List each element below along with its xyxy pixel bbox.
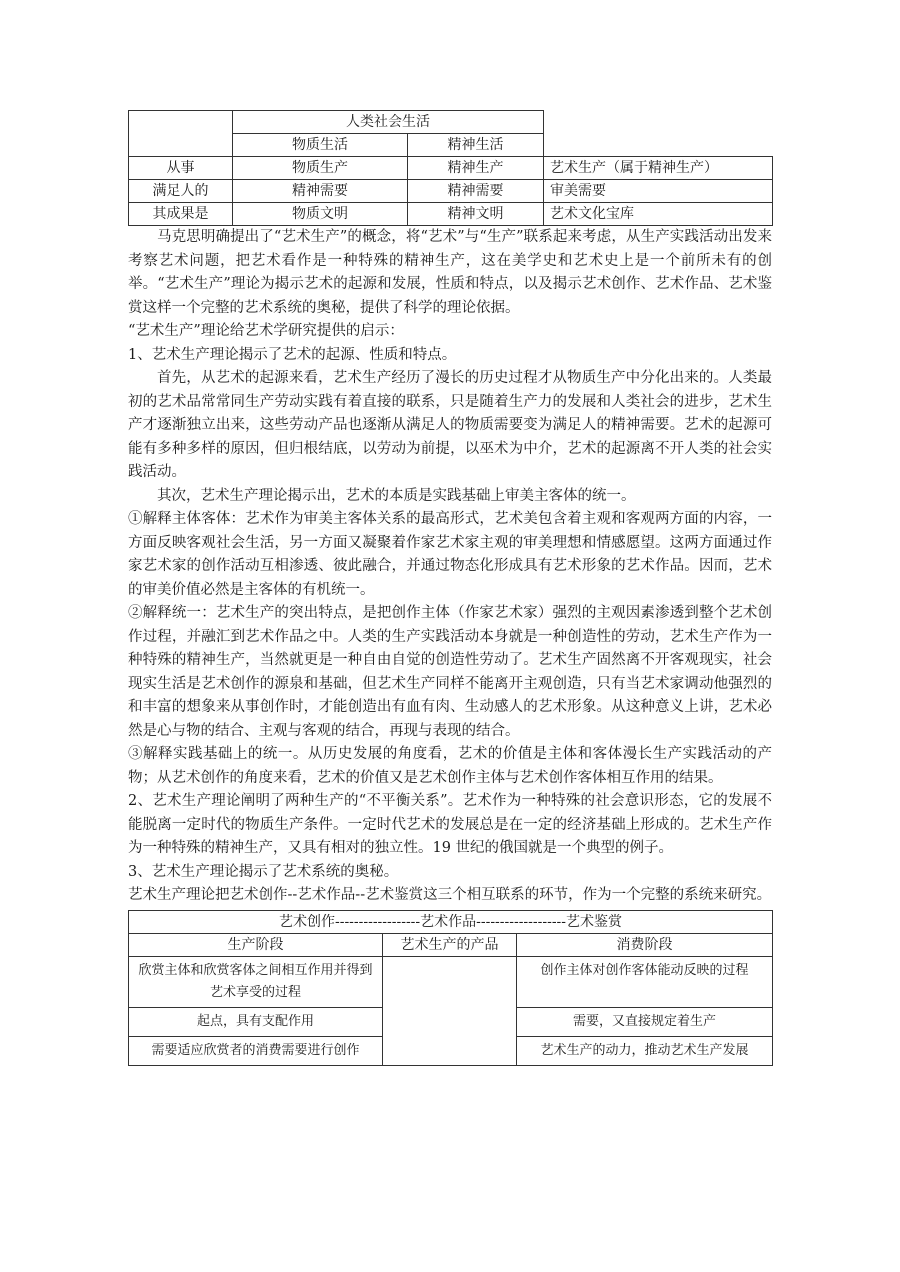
table-cell: 审美需要: [544, 180, 773, 203]
social-life-table: [128, 110, 773, 226]
table-cell: 精神生产: [408, 157, 544, 180]
table-row: [129, 933, 773, 956]
paragraph: 其次，艺术生产理论揭示出，艺术的本质是实践基础上审美主客体的统一。: [157, 487, 636, 504]
table-row: [129, 134, 773, 157]
table-row: [129, 203, 773, 226]
table-header-material: 物质生活: [233, 134, 408, 157]
table-cell: 精神需要: [408, 180, 544, 203]
table-header-main: 人类社会生活: [233, 111, 544, 134]
table-cell: 需要适应欣赏者的消费需要进行创作: [129, 1036, 383, 1065]
paragraph: 马克思明确提出了“艺术生产”的概念，将“艺术”与“生产”联系起来考虑，从生产实践活动出发来考察艺术问题，把艺术看作是一种特殊的精神生产，这在美学史和艺术史上是一个前所未有的创举。“艺术生产”理论为揭示艺术的起源和发展，性质和特点，以及揭示艺术创作、艺术作品、艺术鉴赏这样一个完整的艺术系统的奥秘，提供了科学的理论依据。: [128, 229, 772, 316]
paragraph: 艺术生产理论把艺术创作--艺术作品--艺术鉴赏这三个相互联系的环节，作为一个完整的系统来研究。: [128, 887, 772, 903]
section-heading: 2、艺术生产理论阐明了两种生产的“不平衡关系”。艺术作为一种特殊的社会意识形态，它的发展不能脱离一定时代的物质生产条件。一定时代艺术的发展总是在一定的经济基础上形成的。艺术生产作为一种特殊的精神生产，又具有相对的独立性。19 世纪的俄国就是一个典型的例子。: [128, 793, 772, 856]
table-row: [129, 111, 773, 134]
document-page: [128, 110, 772, 1066]
table-row: [129, 180, 773, 203]
table-cell: 创作主体对创作客体能动反映的过程: [517, 956, 773, 1007]
table-cell: 物质文明: [233, 203, 408, 226]
section-heading: 3、艺术生产理论揭示了艺术系统的奥秘。: [128, 863, 399, 880]
body-text: [128, 226, 772, 908]
art-system-band: 艺术创作------------------艺术作品-------------------艺术鉴赏: [129, 910, 773, 933]
table-cell: 精神文明: [408, 203, 544, 226]
table-row-label: 从事: [129, 157, 233, 180]
table-cell: 艺术生产的动力，推动艺术生产发展: [517, 1036, 773, 1065]
paragraph: 首先，从艺术的起源来看，艺术生产经历了漫长的历史过程才从物质生产中分化出来的。人类最初的艺术品常常同生产劳动实践有着直接的联系，只是随着生产力的发展和人类社会的进步，艺术生产才逐渐独立出来，这些劳动产品也逐渐从满足人的物质需要变为满足人的精神需要。艺术的起源可能有多种多样的原因，但归根结底，以劳动为前提，以巫术为中介，艺术的起源离不开人类的社会实践活动。: [128, 370, 772, 480]
header-consumption-stage: 消费阶段: [517, 933, 773, 956]
table-empty-cell: [544, 134, 773, 157]
table-cell: 艺术生产（属于精神生产）: [544, 157, 773, 180]
header-production-stage: 生产阶段: [129, 933, 383, 956]
table-row: [129, 956, 773, 1007]
table-corner-cell: [129, 134, 233, 157]
paragraph: “艺术生产”理论给艺术学研究提供的启示：: [128, 323, 404, 339]
table-corner-cell: [129, 111, 233, 134]
paragraph: ①解释主体客体：艺术作为审美主客体关系的最高形式，艺术美包含着主观和客观两方面的内容，一方面反映客观社会生活，另一方面又凝聚着作家艺术家主观的审美理想和情感愿望。这两方面通过作家艺术家的创作活动互相渗透、彼此融合，并通过物态化形成具有艺术形象的艺术作品。因而，艺术的审美价值必然是主客体的有机统一。: [128, 511, 772, 598]
table-cell-empty: [383, 956, 517, 1065]
table-row: [129, 910, 773, 933]
table-cell: 精神需要: [233, 180, 408, 203]
art-system-table: [128, 910, 773, 1066]
table-cell: 需要，又直接规定着生产: [517, 1007, 773, 1036]
table-cell: 欣赏主体和欣赏客体之间相互作用并得到艺术享受的过程: [129, 956, 383, 1007]
table-row-label: 满足人的: [129, 180, 233, 203]
table-row: [129, 157, 773, 180]
paragraph: ③解释实践基础上的统一。从历史发展的角度看，艺术的价值是主体和客体漫长生产实践活动的产物；从艺术创作的角度来看，艺术的价值又是艺术创作主体与艺术创作客体相互作用的结果。: [128, 746, 772, 786]
table-empty-cell: [544, 111, 773, 134]
header-art-product: 艺术生产的产品: [383, 933, 517, 956]
table-cell: 起点，具有支配作用: [129, 1007, 383, 1036]
table-cell: 物质生产: [233, 157, 408, 180]
paragraph: ②解释统一：艺术生产的突出特点，是把创作主体（作家艺术家）强烈的主观因素渗透到整个艺术创作过程，并融汇到艺术作品之中。人类的生产实践活动本身就是一种创造性的劳动，艺术生产作为一种特殊的精神生产，当然就更是一种自由自觉的创造性劳动了。艺术生产固然离不开客观现实，社会现实生活是艺术创作的源泉和基础，但艺术生产同样不能离开主观创造，只有当艺术家调动他强烈的和丰富的想象来从事创作时，才能创造出有血有肉、生动感人的艺术形象。从这种意义上讲，艺术必然是心与物的结合、主观与客观的结合，再现与表现的结合。: [128, 605, 772, 739]
table-cell: 艺术文化宝库: [544, 203, 773, 226]
table-row-label: 其成果是: [129, 203, 233, 226]
table-header-spiritual: 精神生活: [408, 134, 544, 157]
section-heading: 1、艺术生产理论揭示了艺术的起源、性质和特点。: [128, 346, 457, 363]
